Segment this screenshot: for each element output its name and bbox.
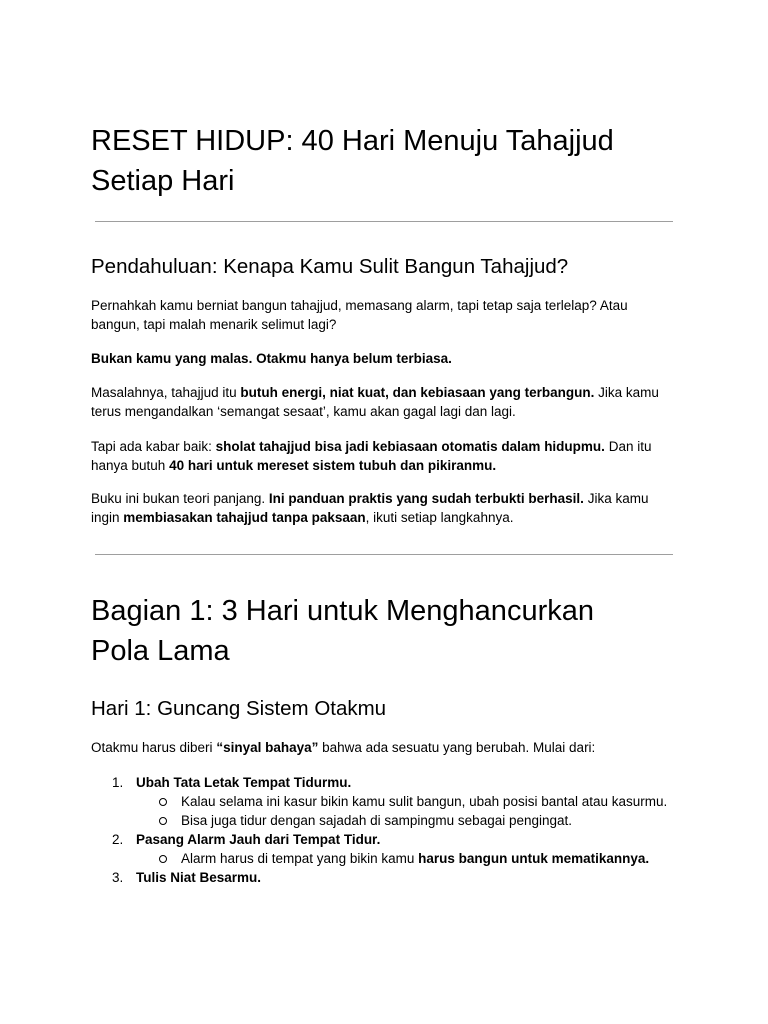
sub-list xyxy=(136,849,681,868)
sub-list xyxy=(136,792,681,830)
list-item: 2. Pasang Alarm Jauh dari Tempat Tidur. Alarm harus di tempat yang bikin kamu harus bangun untuk mematikannya. xyxy=(91,830,681,868)
day1-lead-paragraph: Otakmu harus diberi “sinyal bahaya” bahwa ada sesuatu yang berubah. Mulai dari: xyxy=(91,740,596,755)
intro-heading: Pendahuluan: Kenapa Kamu Sulit Bangun Tahajjud? xyxy=(91,255,569,278)
intro-paragraph-3: Masalahnya, tahajjud itu butuh energi, niat kuat, dan kebiasaan yang terbangun. Jika kamu terus mengandalkan ‘semangat sesaat’, kamu akan gagal lagi dan lagi. xyxy=(91,385,659,419)
document-title xyxy=(91,121,681,201)
hollow-bullet-icon xyxy=(159,798,167,806)
sub-list-item: Bisa juga tidur dengan sajadah di sampingmu sebagai pengingat. xyxy=(136,811,681,830)
intro-paragraph-2: Bukan kamu yang malas. Otakmu hanya belum terbiasa. xyxy=(91,351,452,366)
list-item: 3. Tulis Niat Besarmu. xyxy=(112,870,262,885)
intro-paragraph-4: Tapi ada kabar baik: sholat tahajjud bisa jadi kebiasaan otomatis dalam hidupmu. Dan itu hanya butuh 40 hari untuk mereset sistem tubuh dan pikiranmu. xyxy=(91,439,652,473)
list-item: 1. Ubah Tata Letak Tempat Tidurmu. Kalau selama ini kasur bikin kamu sulit bangun, ubah posisi bantal atau kasurmu. Bisa juga tidur dengan sajadah di sampingmu sebagai pengingat. xyxy=(91,773,681,830)
divider xyxy=(95,221,673,222)
day1-steps-list xyxy=(91,773,681,887)
divider xyxy=(95,554,673,555)
intro-paragraph-1: Pernahkah kamu berniat bangun tahajjud, memasang alarm, tapi tetap saja terlelap? Atau bangun, tapi malah menarik selimut lagi? xyxy=(91,298,628,332)
part1-heading: Bagian 1: 3 Hari untuk Menghancurkan Pola Lama xyxy=(91,595,594,667)
sub-list-item: Alarm harus di tempat yang bikin kamu harus bangun untuk mematikannya. xyxy=(136,849,681,868)
sub-list-item: Kalau selama ini kasur bikin kamu sulit bangun, ubah posisi bantal atau kasurmu. xyxy=(136,792,681,811)
hollow-bullet-icon xyxy=(159,855,167,863)
hollow-bullet-icon xyxy=(159,817,167,825)
intro-paragraph-5: Buku ini bukan teori panjang. Ini panduan praktis yang sudah terbukti berhasil. Jika kamu ingin membiasakan tahajjud tanpa paksaan, ikuti setiap langkahnya. xyxy=(91,491,649,525)
title-line-2: Setiap Hari xyxy=(91,165,235,197)
day1-heading: Hari 1: Guncang Sistem Otakmu xyxy=(91,697,387,720)
title-line-1: RESET HIDUP: 40 Hari Menuju Tahajjud xyxy=(91,125,614,157)
